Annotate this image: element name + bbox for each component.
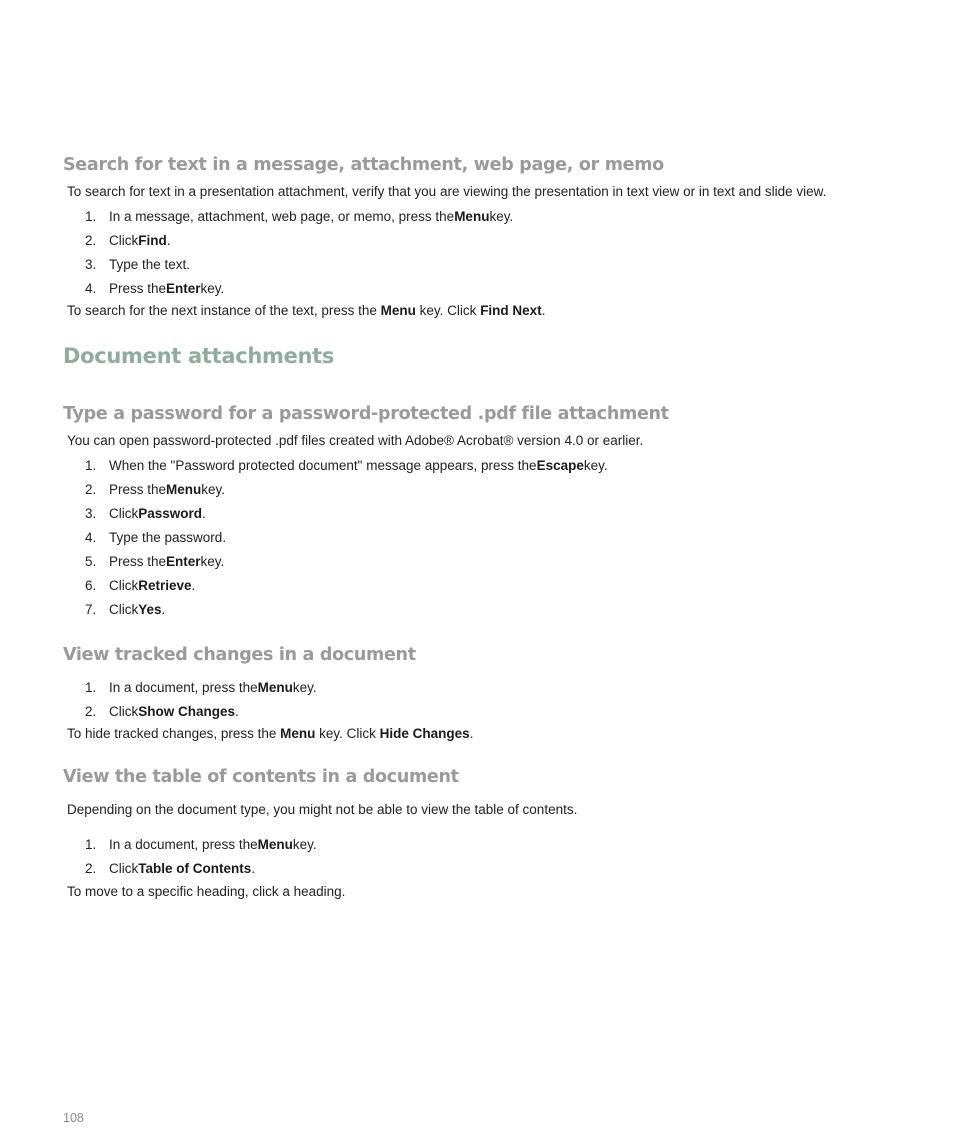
list-item: 6. Click Retrieve . <box>85 577 196 593</box>
section-heading-table-of-contents: View the table of contents in a document <box>63 767 459 787</box>
section-heading-password: Type a password for a password-protected .pdf file attachment <box>63 404 669 424</box>
list-item: 1. In a document, press the Menu key. <box>85 679 317 695</box>
list-item: 1. In a document, press the Menu key. <box>85 836 317 852</box>
search-next-instance-note: To search for the next instance of the text, press the Menu key. Click Find Next. <box>67 303 546 318</box>
search-intro: To search for text in a presentation attachment, verify that you are viewing the presentation in text view or in text and slide view. <box>67 184 827 199</box>
hide-changes-note: To hide tracked changes, press the Menu key. Click Hide Changes. <box>67 726 474 741</box>
toc-intro: Depending on the document type, you might not be able to view the table of contents. <box>67 802 578 817</box>
password-intro: You can open password-protected .pdf files created with Adobe® Acrobat® version 4.0 or earlier. <box>67 433 644 448</box>
list-item: 1. When the "Password protected document" message appears, press the Escape key. <box>85 457 608 473</box>
chapter-title: Document attachments <box>63 344 335 368</box>
list-item: 2. Click Find . <box>85 232 171 248</box>
search-steps <box>85 204 513 300</box>
list-item: 2. Click Show Changes . <box>85 703 239 719</box>
section-heading-search: Search for text in a message, attachment, web page, or memo <box>63 155 664 175</box>
password-steps <box>85 453 608 621</box>
list-item: 4. Type the password. <box>85 529 227 545</box>
list-item: 7. Click Yes . <box>85 601 166 617</box>
section-heading-tracked-changes: View tracked changes in a document <box>63 645 416 665</box>
list-item: 2. Press the Menu key. <box>85 481 226 497</box>
list-item: 4. Press the Enter key. <box>85 280 225 296</box>
list-item: 5. Press the Enter key. <box>85 553 225 569</box>
toc-heading-note: To move to a specific heading, click a heading. <box>67 884 346 899</box>
list-item: 1. In a message, attachment, web page, or memo, press the Menu key. <box>85 208 514 224</box>
list-item: 3. Type the text. <box>85 256 191 272</box>
list-item: 3. Click Password . <box>85 505 206 521</box>
tracked-changes-steps <box>85 675 317 723</box>
toc-steps <box>85 832 317 880</box>
list-item: 2. Click Table of Contents . <box>85 860 256 876</box>
page-number: 108 <box>63 1111 84 1125</box>
